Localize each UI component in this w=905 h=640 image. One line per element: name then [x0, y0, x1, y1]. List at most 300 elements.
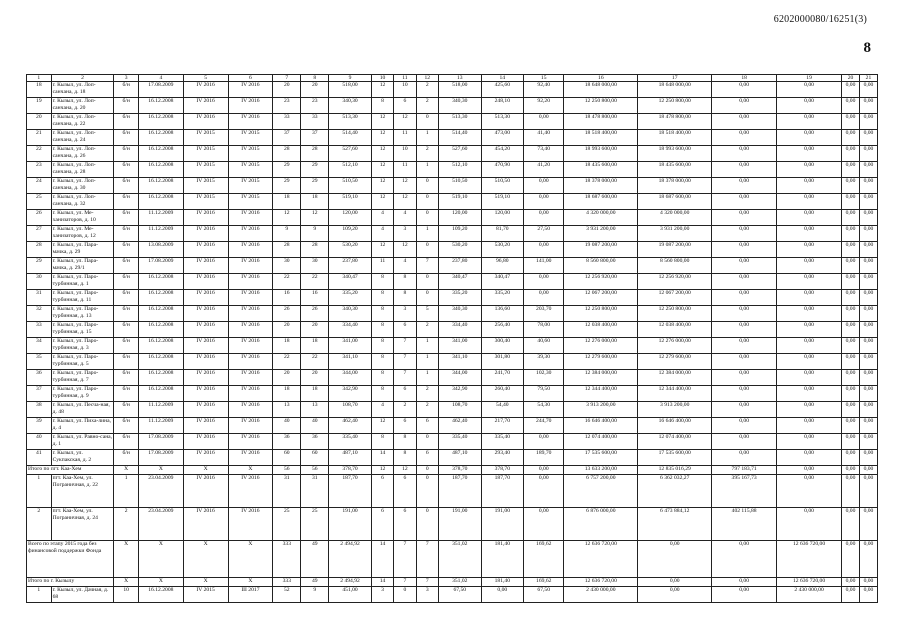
table-cell: 2 [416, 322, 438, 338]
table-cell: IV 2016 [228, 210, 273, 226]
table-cell: 11.12.2009 [138, 210, 183, 226]
table-cell: 0 [416, 114, 438, 130]
table-cell: 12 636 720,00 [777, 541, 842, 578]
table-cell: 12 [371, 178, 393, 194]
table-cell: 22 [273, 274, 301, 290]
table-cell: 12 [394, 178, 416, 194]
table-cell: 0 [394, 587, 416, 603]
table-cell: 0,00 [777, 402, 842, 418]
table-cell: IV 2015 [183, 587, 228, 603]
table-cell: 340,30 [329, 98, 372, 114]
table-cell: 334,40 [329, 322, 372, 338]
subtotal-row [27, 541, 878, 578]
table-cell: 23.04.2009 [138, 508, 183, 541]
table-cell: 54,30 [524, 402, 564, 418]
table-cell: 35 [27, 354, 52, 370]
table-cell: б/н [114, 434, 139, 450]
table-cell: 0,00 [712, 338, 777, 354]
table-cell: 0,00 [777, 82, 842, 98]
table-cell: 0,00 [712, 418, 777, 434]
table-cell: 530,20 [329, 242, 372, 258]
table-cell: IV 2016 [228, 242, 273, 258]
column-number: 15 [524, 75, 564, 82]
table-cell: 0,00 [481, 587, 524, 603]
table-cell: 109,20 [329, 226, 372, 242]
table-cell: 0,00 [842, 194, 860, 210]
table-cell: IV 2015 [228, 194, 273, 210]
table-cell: 0,00 [842, 290, 860, 306]
table-cell: 12 [371, 114, 393, 130]
table-cell: 17 535 600,00 [638, 450, 712, 466]
address-cell: г. Кызыл, ул. Паро-турбинная, д. 5 [51, 354, 114, 370]
address-cell: г. Кызыл, ул. Паро-турбинная, д. 11 [51, 290, 114, 306]
table-cell: 31 [301, 475, 329, 508]
table-cell: 0,00 [859, 450, 877, 466]
table-cell: IV 2016 [183, 82, 228, 98]
table-cell: 108,70 [438, 402, 481, 418]
table-cell: 19 087 200,00 [564, 242, 638, 258]
table-cell: 341,10 [438, 354, 481, 370]
table-cell: 0 [416, 466, 438, 475]
table-cell: 0,00 [842, 114, 860, 130]
table-cell: 519,10 [329, 194, 372, 210]
table-cell: IV 2015 [183, 162, 228, 178]
table-cell: 1 [27, 475, 52, 508]
table-cell: 3 [394, 306, 416, 322]
table-cell: 340,30 [329, 306, 372, 322]
table-cell: IV 2016 [228, 322, 273, 338]
table-cell: 530,20 [438, 242, 481, 258]
table-cell: IV 2016 [228, 450, 273, 466]
table-cell: 0,00 [712, 434, 777, 450]
table-cell: б/н [114, 274, 139, 290]
table-cell: 0,00 [859, 434, 877, 450]
table-cell: 18 648 000,00 [638, 82, 712, 98]
table-cell: 0,00 [859, 82, 877, 98]
table-cell: 0,00 [842, 306, 860, 322]
table-cell: 340,47 [481, 274, 524, 290]
table-cell: 18 435 600,00 [564, 162, 638, 178]
table-cell: 8 [371, 98, 393, 114]
table-cell: 28 [301, 146, 329, 162]
table-cell: 518,00 [329, 82, 372, 98]
table-cell: 0,00 [712, 130, 777, 146]
table-cell: 344,00 [438, 370, 481, 386]
table-cell: 8 [371, 306, 393, 322]
table-cell: 12 384 000,00 [638, 370, 712, 386]
table-cell: 12 [301, 210, 329, 226]
table-cell: 28 [301, 242, 329, 258]
table-cell: 18 [301, 194, 329, 210]
table-cell: 7 [416, 541, 438, 578]
table-cell: 7 [394, 370, 416, 386]
table-cell: 462,40 [438, 418, 481, 434]
column-number: 16 [564, 75, 638, 82]
table-cell: 13 [273, 402, 301, 418]
table-cell: 344,00 [329, 370, 372, 386]
table-cell: 340,47 [329, 274, 372, 290]
table-cell: 26 [301, 306, 329, 322]
table-cell: 39,30 [524, 354, 564, 370]
table-cell: 4 [371, 402, 393, 418]
table-cell: 0,00 [524, 242, 564, 258]
table-cell: 12 [371, 162, 393, 178]
table-row [27, 508, 878, 541]
table-cell: 7 [394, 541, 416, 578]
table-cell: 120,00 [329, 210, 372, 226]
table-cell: 16.12.2008 [138, 178, 183, 194]
table-cell: 1 [114, 475, 139, 508]
table-cell: 0,00 [859, 466, 877, 475]
table-cell: 18 518 400,00 [564, 130, 638, 146]
table-cell: 16.12.2008 [138, 354, 183, 370]
table-cell: 0,00 [524, 194, 564, 210]
table-cell: 0,00 [712, 178, 777, 194]
table-cell: 0,00 [524, 508, 564, 541]
table-cell: 20 [301, 82, 329, 98]
table-cell: 0,00 [842, 402, 860, 418]
table-cell: 2 494,92 [329, 541, 372, 578]
table-cell: 0,00 [842, 370, 860, 386]
table-cell: 0,00 [777, 508, 842, 541]
table-cell: 425,60 [481, 82, 524, 98]
table-cell: 473,00 [481, 130, 524, 146]
table-cell: 78,00 [524, 322, 564, 338]
column-number: 10 [371, 75, 393, 82]
table-cell: IV 2015 [228, 162, 273, 178]
table-cell: 25 [273, 508, 301, 541]
table-cell: 333 [273, 578, 301, 587]
table-cell: 40 [273, 418, 301, 434]
table-cell: IV 2016 [228, 290, 273, 306]
table-cell: IV 2016 [228, 306, 273, 322]
table-cell: 0 [416, 475, 438, 508]
table-cell: X [183, 466, 228, 475]
table-cell: 0,00 [777, 338, 842, 354]
table-row [27, 194, 878, 210]
table-row [27, 290, 878, 306]
table-cell: 2 [416, 402, 438, 418]
table-cell: 340,30 [438, 98, 481, 114]
table-cell: 2 [416, 386, 438, 402]
table-row [27, 98, 878, 114]
table-cell: 37 [301, 130, 329, 146]
table-row [27, 146, 878, 162]
table-cell: 36 [27, 370, 52, 386]
address-cell: г. Кызыл, ул. Пиха-лина, д. 4 [51, 418, 114, 434]
table-cell: 3 931 200,00 [638, 226, 712, 242]
table-cell: 0,00 [777, 178, 842, 194]
table-cell: 237,80 [329, 258, 372, 274]
table-cell: 0,00 [842, 338, 860, 354]
table-cell: 17.08.2009 [138, 434, 183, 450]
table-cell: 0,00 [712, 274, 777, 290]
table-cell: IV 2016 [228, 338, 273, 354]
table-cell: 0,00 [777, 242, 842, 258]
table-cell: 16.12.2008 [138, 130, 183, 146]
table-cell: 0,00 [712, 354, 777, 370]
table-cell: б/н [114, 402, 139, 418]
table-cell: 519,10 [438, 194, 481, 210]
table-cell: 11.12.2009 [138, 418, 183, 434]
table-cell: 203,70 [524, 306, 564, 322]
table-cell: 454,20 [481, 146, 524, 162]
table-cell: 17.08.2009 [138, 82, 183, 98]
table-cell: IV 2015 [228, 146, 273, 162]
table-cell: 52 [273, 587, 301, 603]
table-cell: 23 [27, 162, 52, 178]
table-cell: 38 [27, 402, 52, 418]
table-cell: 0,00 [842, 587, 860, 603]
table-cell: IV 2016 [183, 370, 228, 386]
table-cell: 18 478 800,00 [564, 114, 638, 130]
table-cell: 0,00 [842, 475, 860, 508]
table-cell: б/н [114, 130, 139, 146]
table-cell: 340,47 [438, 274, 481, 290]
table-cell: 12 [371, 418, 393, 434]
table-cell: 181,40 [481, 541, 524, 578]
table-cell: 512,10 [438, 162, 481, 178]
table-cell: 54,40 [481, 402, 524, 418]
table-cell: 0,00 [712, 541, 777, 578]
table-cell: 6 [394, 386, 416, 402]
table-cell: 8 [371, 322, 393, 338]
table-cell: 12 067 200,00 [564, 290, 638, 306]
table-cell: 16.12.2008 [138, 587, 183, 603]
table-cell: 8 [371, 338, 393, 354]
table-cell: 0,00 [842, 258, 860, 274]
table-cell: 0,00 [859, 338, 877, 354]
column-number: 8 [301, 75, 329, 82]
table-cell: 519,10 [481, 194, 524, 210]
table-body [27, 75, 878, 603]
table-cell: 341,10 [329, 354, 372, 370]
table-cell: 334,40 [438, 322, 481, 338]
table-cell: 7 [394, 338, 416, 354]
table-cell: 12 038 400,00 [564, 322, 638, 338]
table-cell: 36 [301, 434, 329, 450]
column-number: 19 [777, 75, 842, 82]
table-cell: 0 [416, 274, 438, 290]
table-cell: 0,00 [842, 434, 860, 450]
table-cell: IV 2016 [228, 508, 273, 541]
table-cell: 0,00 [842, 578, 860, 587]
table-cell: 0,00 [638, 587, 712, 603]
table-row [27, 402, 878, 418]
table-cell: 335,40 [481, 434, 524, 450]
subtotal-row [27, 466, 878, 475]
table-cell: 2 [27, 508, 52, 541]
table-cell: 23.04.2009 [138, 475, 183, 508]
table-cell: 351,02 [438, 541, 481, 578]
table-cell: 96,80 [481, 258, 524, 274]
table-cell: 0,00 [842, 322, 860, 338]
table-cell: 0,00 [777, 114, 842, 130]
table-cell: IV 2016 [183, 434, 228, 450]
table-cell: 33 [27, 322, 52, 338]
table-cell: 13 633 200,00 [564, 466, 638, 475]
table-cell: 0,00 [524, 466, 564, 475]
table-cell: 14 [371, 541, 393, 578]
table-cell: 0,00 [777, 210, 842, 226]
table-cell: 0,00 [524, 210, 564, 226]
column-number: 13 [438, 75, 481, 82]
table-cell: 29 [273, 162, 301, 178]
address-cell: г. Кызыл, ул. Паро-турбинная, д. 7 [51, 370, 114, 386]
table-cell: 189,70 [524, 450, 564, 466]
table-cell: 1 [416, 370, 438, 386]
table-row [27, 242, 878, 258]
table-cell: 20 [301, 370, 329, 386]
table-cell: 0,00 [859, 370, 877, 386]
table-cell: 0,00 [712, 402, 777, 418]
table-cell: 2 430 000,00 [564, 587, 638, 603]
table-cell: IV 2016 [228, 370, 273, 386]
table-cell: 30 [27, 274, 52, 290]
page-number: 8 [863, 40, 871, 56]
table-cell: 11 [394, 162, 416, 178]
table-cell: 16.12.2008 [138, 98, 183, 114]
table-cell: 462,40 [329, 418, 372, 434]
table-cell: IV 2016 [183, 98, 228, 114]
table-cell: 3 913 200,00 [638, 402, 712, 418]
table-cell: 7 [394, 354, 416, 370]
table-cell: 6 [371, 475, 393, 508]
table-cell: 2 [416, 98, 438, 114]
table-cell: 3 [416, 587, 438, 603]
table-cell: 6 [394, 98, 416, 114]
column-number: 6 [228, 75, 273, 82]
table-row [27, 450, 878, 466]
table-cell: IV 2015 [183, 130, 228, 146]
table-cell: 16.12.2008 [138, 370, 183, 386]
table-cell: IV 2016 [183, 306, 228, 322]
table-cell: 342,90 [438, 386, 481, 402]
address-cell: г. Кызыл, ул. Паро-турбинная, д. 9 [51, 386, 114, 402]
table-cell: б/н [114, 370, 139, 386]
table-cell: 16 646 400,00 [564, 418, 638, 434]
table-cell: 0,00 [777, 466, 842, 475]
table-cell: 41 [27, 450, 52, 466]
table-cell: 0,00 [859, 114, 877, 130]
table-cell: 102,30 [524, 370, 564, 386]
table-cell: 0,00 [712, 370, 777, 386]
table-cell: IV 2016 [228, 475, 273, 508]
table-cell: 12 279 600,00 [564, 354, 638, 370]
table-cell: IV 2016 [183, 354, 228, 370]
table-cell: 16.12.2008 [138, 274, 183, 290]
table-cell: 0,00 [712, 578, 777, 587]
table-cell: 8 [371, 370, 393, 386]
table-cell: 0,00 [777, 450, 842, 466]
table-cell: 73,40 [524, 146, 564, 162]
table-cell: 2 [114, 508, 139, 541]
table-cell: 22 [301, 274, 329, 290]
table-cell: 451,00 [329, 587, 372, 603]
table-cell: 79,50 [524, 386, 564, 402]
table-cell: 37 [273, 130, 301, 146]
table-cell: 12 067 200,00 [638, 290, 712, 306]
table-cell: 530,20 [481, 242, 524, 258]
table-cell: 0,00 [859, 578, 877, 587]
table-row [27, 274, 878, 290]
table-cell: IV 2015 [183, 146, 228, 162]
table-cell: 12 [371, 82, 393, 98]
table-cell: 0,00 [712, 322, 777, 338]
table-cell: IV 2016 [228, 258, 273, 274]
column-number: 7 [273, 75, 301, 82]
table-cell: 0,00 [842, 508, 860, 541]
table-cell: 0,00 [524, 290, 564, 306]
table-cell: 28 [273, 146, 301, 162]
table-cell: 34 [27, 338, 52, 354]
table-cell: 527,60 [438, 146, 481, 162]
table-cell: 22 [27, 146, 52, 162]
table-cell: 248,10 [481, 98, 524, 114]
table-cell: 1 [416, 354, 438, 370]
table-cell: 0,00 [859, 226, 877, 242]
table-cell: 0,00 [859, 130, 877, 146]
table-cell: 0 [416, 178, 438, 194]
table-cell: 20 [273, 82, 301, 98]
table-cell: 0 [416, 210, 438, 226]
table-cell: IV 2016 [183, 258, 228, 274]
table-cell: IV 2016 [183, 274, 228, 290]
table-cell: IV 2016 [183, 508, 228, 541]
table-cell: 16 [301, 290, 329, 306]
column-number: 17 [638, 75, 712, 82]
table-cell: 513,30 [481, 114, 524, 130]
table-cell: 6 876 000,00 [564, 508, 638, 541]
table-cell: б/н [114, 450, 139, 466]
table-cell: 0,00 [842, 162, 860, 178]
table-cell: 256,40 [481, 322, 524, 338]
table-cell: 0,00 [842, 226, 860, 242]
table-cell: 0,00 [859, 162, 877, 178]
table-cell: 527,60 [329, 146, 372, 162]
table-cell: 92,20 [524, 98, 564, 114]
table-cell: 3 [394, 226, 416, 242]
table-cell: 4 [371, 210, 393, 226]
table-cell: 39 [27, 418, 52, 434]
table-cell: 12 [371, 146, 393, 162]
table-cell: 11 [394, 130, 416, 146]
table-cell: IV 2015 [228, 130, 273, 146]
table-cell: 0,00 [712, 210, 777, 226]
table-cell: X [138, 541, 183, 578]
table-cell: 81,70 [481, 226, 524, 242]
table-cell: 8 [371, 274, 393, 290]
table-cell: 12 038 400,00 [638, 322, 712, 338]
table-cell: 0,00 [524, 114, 564, 130]
table-cell: 67,50 [438, 587, 481, 603]
table-cell: 2 [416, 146, 438, 162]
table-cell: 12 636 720,00 [564, 578, 638, 587]
table-cell: X [228, 541, 273, 578]
table-cell: 341,00 [438, 338, 481, 354]
table-cell: 8 [394, 450, 416, 466]
table-cell: 28 [273, 242, 301, 258]
table-cell: 18 478 800,00 [638, 114, 712, 130]
table-cell: 7 [394, 578, 416, 587]
table-cell: 40 [301, 418, 329, 434]
table-cell: 12 276 000,00 [564, 338, 638, 354]
table-cell: 18 518 400,00 [638, 130, 712, 146]
table-cell: 0,00 [777, 354, 842, 370]
table-cell: 13.08.2009 [138, 242, 183, 258]
table-cell: 0,00 [524, 475, 564, 508]
table-cell: 120,00 [438, 210, 481, 226]
